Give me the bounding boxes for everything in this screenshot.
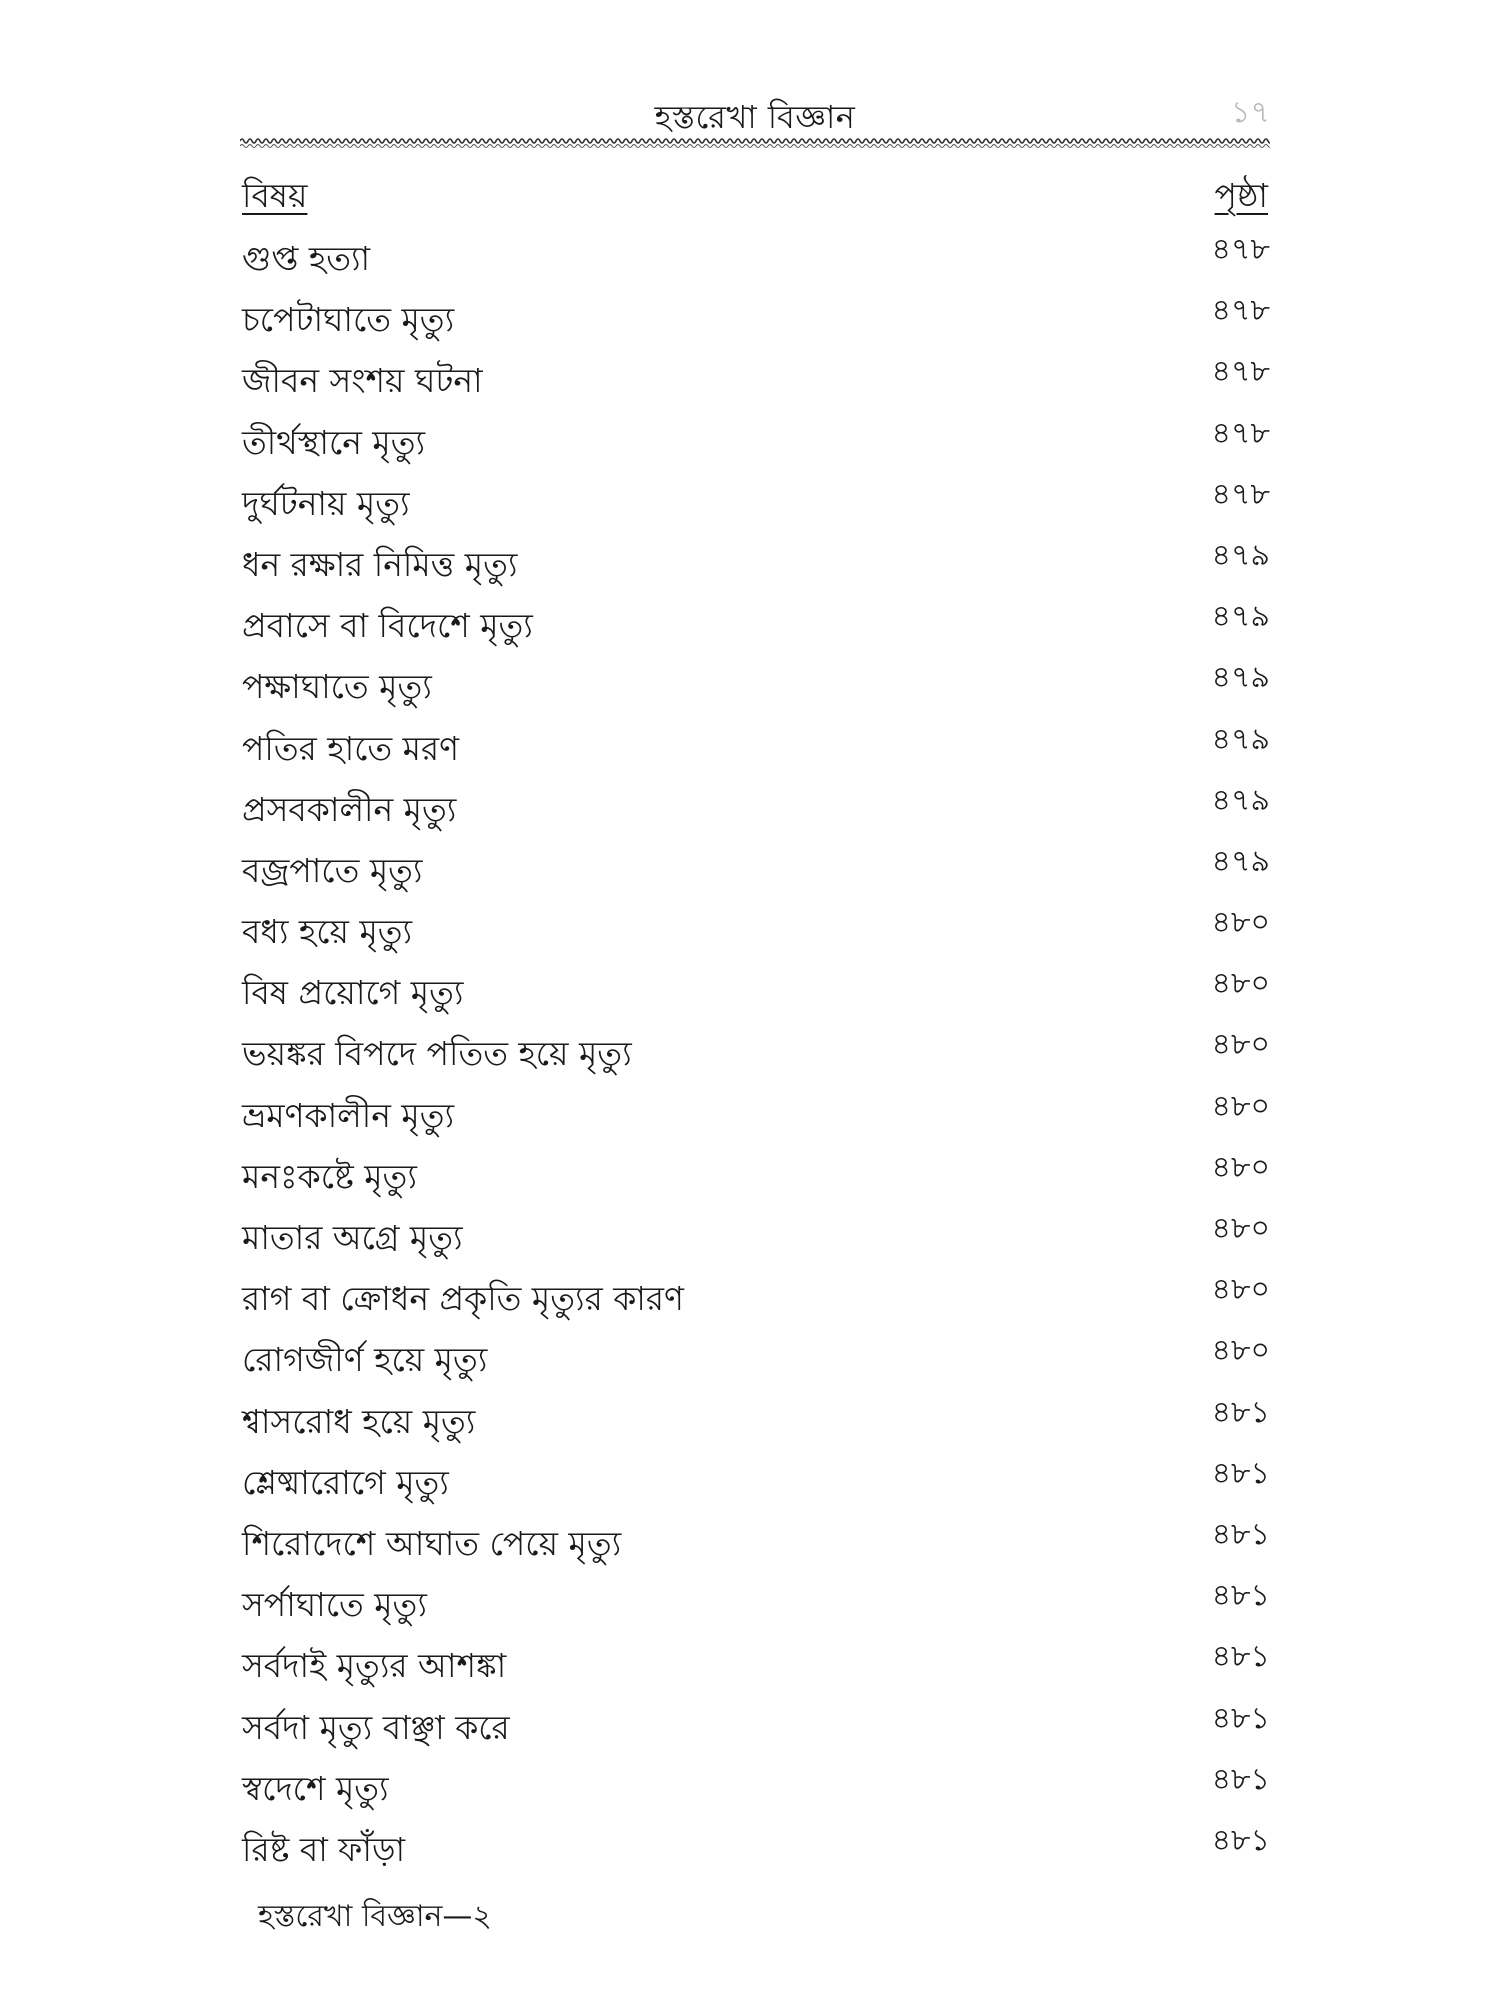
entry-topic: রোগজীর্ণ হয়ে মৃত্যু — [242, 1340, 488, 1380]
entry-page-number: ৪৭৯ — [1211, 599, 1270, 635]
entry-page-number: ৪৭৮ — [1211, 354, 1270, 390]
entry-topic: বধ্য হয়ে মৃত্যু — [242, 912, 413, 952]
entry-topic: বজ্রপাতে মৃত্যু — [242, 850, 423, 890]
entry-page-number: ৪৮১ — [1211, 1761, 1270, 1797]
entry-page-number: ৪৮০ — [1211, 905, 1270, 941]
contents-entry — [242, 898, 1282, 959]
running-head — [240, 88, 1270, 138]
entry-page-number: ৪৭৮ — [1211, 293, 1270, 329]
contents-entry — [242, 531, 1282, 592]
wavy-rule-divider — [240, 136, 1270, 150]
entry-topic: ভ্রমণকালীন মৃত্যু — [242, 1095, 455, 1135]
contents-entry — [242, 286, 1282, 347]
entry-topic: পতির হাতে মরণ — [242, 728, 460, 768]
entry-page-number: ৪৮১ — [1211, 1639, 1270, 1675]
contents-entry — [242, 1755, 1282, 1816]
entry-page-number: ৪৭৯ — [1211, 660, 1270, 696]
contents-entry — [242, 1449, 1282, 1510]
entry-page-number: ৪৮১ — [1211, 1394, 1270, 1430]
contents-entry — [242, 1326, 1282, 1387]
contents-entry — [242, 653, 1282, 714]
entry-topic: চপেটাঘাতে মৃত্যু — [242, 300, 455, 340]
contents-entry — [242, 347, 1282, 408]
contents-entry — [242, 1204, 1282, 1265]
entry-topic: গুপ্ত হত্যা — [242, 239, 371, 278]
contents-entry — [242, 1632, 1282, 1693]
entry-topic: ধন রক্ষার নিমিত্ত মৃত্যু — [242, 544, 518, 584]
entry-page-number: ৪৮০ — [1211, 1088, 1270, 1124]
column-heading-topic: বিষয় — [242, 176, 308, 215]
entry-topic: শিরোদেশে আঘাত পেয়ে মৃত্যু — [242, 1523, 622, 1563]
entry-page-number: ৪৮১ — [1211, 1455, 1270, 1491]
entry-topic: প্রসবকালীন মৃত্যু — [242, 789, 457, 829]
entry-topic: রাগ বা ক্রোধন প্রকৃতি মৃত্যুর কারণ — [242, 1279, 684, 1319]
entry-topic: পক্ষাঘাতে মৃত্যু — [242, 667, 432, 707]
contents-entry — [242, 1143, 1282, 1204]
entry-topic: প্রবাসে বা বিদেশে মৃত্যু — [242, 606, 533, 646]
entry-page-number: ৪৮১ — [1211, 1700, 1270, 1736]
entry-topic: তীর্থস্থানে মৃত্যু — [242, 422, 426, 462]
entry-page-number: ৪৮১ — [1211, 1578, 1270, 1614]
contents-entry — [242, 1816, 1282, 1877]
entry-page-number: ৪৭৯ — [1211, 782, 1270, 818]
entry-page-number: ৪৭৯ — [1211, 721, 1270, 757]
entry-topic: সর্পাঘাতে মৃত্যু — [242, 1585, 427, 1625]
contents-entry — [242, 1510, 1282, 1571]
entry-page-number: ৪৮০ — [1211, 1333, 1270, 1369]
entry-page-number: ৪৭৮ — [1211, 415, 1270, 451]
entry-page-number: ৪৭৮ — [1211, 232, 1270, 267]
entry-topic: সর্বদাই মৃত্যুর আশঙ্কা — [242, 1646, 507, 1686]
running-title: হস্তরেখা বিজ্ঞান — [654, 98, 856, 136]
entry-topic: মনঃকষ্টে মৃত্যু — [242, 1156, 417, 1196]
entry-page-number: ৪৮০ — [1211, 1149, 1270, 1185]
column-heading-page: পৃষ্ঠা — [1214, 176, 1268, 215]
page-number: ১৭ — [1231, 95, 1270, 130]
entry-page-number: ৪৭৯ — [1211, 537, 1270, 573]
entry-topic: শ্লেষ্মারোগে মৃত্যু — [242, 1462, 449, 1502]
contents-entry — [242, 837, 1282, 898]
entry-page-number: ৪৮০ — [1211, 1027, 1270, 1063]
contents-entry — [242, 1020, 1282, 1081]
footer-signature: হস্তরেখা বিজ্ঞান—২ — [258, 1899, 492, 1934]
entry-topic: ভয়ঙ্কর বিপদে পতিত হয়ে মৃত্যু — [242, 1034, 632, 1074]
entry-topic: স্বদেশে মৃত্যু — [242, 1768, 389, 1808]
entry-topic: দুর্ঘটনায় মৃত্যু — [242, 483, 410, 523]
entry-topic: জীবন সংশয় ঘটনা — [242, 361, 483, 401]
contents-entry — [242, 1694, 1282, 1755]
entry-topic: মাতার অগ্রে মৃত্যু — [242, 1218, 463, 1257]
entry-page-number: ৪৭৮ — [1211, 476, 1270, 512]
entry-page-number: ৪৮০ — [1211, 966, 1270, 1002]
entry-page-number: ৪৮১ — [1211, 1822, 1270, 1858]
contents-entry — [242, 1265, 1282, 1326]
entry-page-number: ৪৮০ — [1211, 1211, 1270, 1246]
contents-entry — [242, 1388, 1282, 1449]
entry-page-number: ৪৭৯ — [1211, 843, 1270, 879]
entry-topic: বিষ প্রয়োগে মৃত্যু — [242, 973, 464, 1013]
contents-list — [242, 225, 1282, 1877]
contents-entry — [242, 959, 1282, 1020]
contents-entry — [242, 470, 1282, 531]
contents-entry — [242, 1571, 1282, 1632]
entry-topic: সর্বদা মৃত্যু বাঞ্ছা করে — [242, 1707, 510, 1747]
entry-topic: শ্বাসরোধ হয়ে মৃত্যু — [242, 1401, 476, 1441]
contents-entry — [242, 409, 1282, 470]
contents-entry — [242, 715, 1282, 776]
contents-entry — [242, 225, 1282, 286]
entry-topic: রিষ্ট বা ফাঁড়া — [242, 1829, 406, 1869]
contents-entry — [242, 1082, 1282, 1143]
entry-page-number: ৪৮০ — [1211, 1272, 1270, 1308]
contents-entry — [242, 776, 1282, 837]
contents-entry — [242, 592, 1282, 653]
entry-page-number: ৪৮১ — [1211, 1516, 1270, 1552]
